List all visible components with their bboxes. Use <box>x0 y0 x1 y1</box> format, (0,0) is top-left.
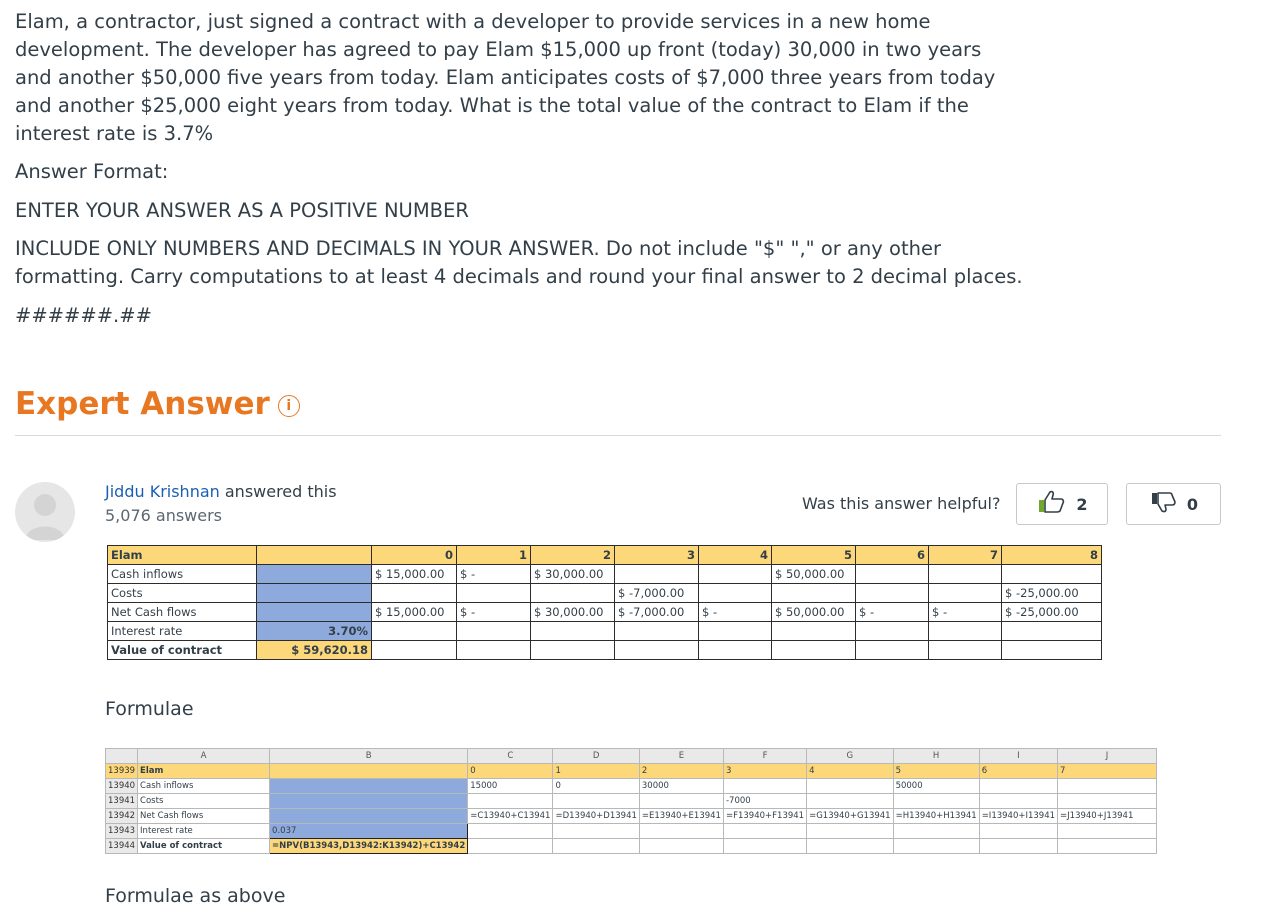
table-cell: 5 <box>772 546 856 565</box>
row-number: 13943 <box>106 824 138 839</box>
table-row <box>106 764 1157 779</box>
table-cell: 50000 <box>893 779 979 794</box>
table-cell: $ - <box>457 603 531 622</box>
table-cell: 2 <box>531 546 615 565</box>
table-row <box>108 584 1102 603</box>
table-cell <box>1058 824 1157 839</box>
table-cell: $ 50,000.00 <box>772 565 856 584</box>
table-cell <box>929 584 1002 603</box>
author-line <box>105 482 337 502</box>
table-row <box>106 824 1157 839</box>
downvote-count: 0 <box>1186 494 1199 514</box>
table-cell <box>372 641 457 660</box>
table-cell <box>699 641 772 660</box>
divider <box>15 435 1221 436</box>
table-cell <box>699 622 772 641</box>
table-cell <box>468 839 553 854</box>
table-cell <box>257 584 372 603</box>
table-cell: $ 59,620.18 <box>257 641 372 660</box>
table-cell: 15000 <box>468 779 553 794</box>
table-cell <box>615 641 699 660</box>
answer-format-label: Answer Format: <box>15 160 169 183</box>
user-avatar-icon <box>15 482 75 542</box>
row-number: 13939 <box>106 764 138 779</box>
question-line-4: and another $25,000 eight years from today. What is the total value of the contract to Elam if the <box>15 94 969 117</box>
table-cell: Cash inflows <box>138 779 270 794</box>
table-cell: =NPV(B13943,D13942:K13942)+C13942 <box>270 839 468 854</box>
table-cell: Interest rate <box>138 824 270 839</box>
table-cell <box>979 779 1057 794</box>
table-cell <box>553 794 639 809</box>
table-cell: =I13940+I13941 <box>979 809 1057 824</box>
table-cell <box>856 565 929 584</box>
table-cell <box>457 622 531 641</box>
table-cell: 3 <box>723 764 806 779</box>
table-cell: $ -7,000.00 <box>615 584 699 603</box>
column-header: H <box>893 749 979 764</box>
table-cell: Elam <box>138 764 270 779</box>
upvote-button[interactable] <box>1016 483 1108 525</box>
table-cell <box>856 584 929 603</box>
expert-answer-heading <box>15 384 300 424</box>
table-cell: $ - <box>457 565 531 584</box>
table-cell: Costs <box>108 584 257 603</box>
table-row <box>106 809 1157 824</box>
table-cell <box>457 641 531 660</box>
table-cell <box>531 584 615 603</box>
row-number: 13940 <box>106 779 138 794</box>
question-line-3: and another $50,000 five years from today. Elam anticipates costs of $7,000 three years from today <box>15 66 996 89</box>
table-cell <box>1002 622 1102 641</box>
cashflow-table <box>107 545 1102 660</box>
table-cell <box>1058 794 1157 809</box>
table-cell <box>615 565 699 584</box>
instruction-format-2: formatting. Carry computations to at least 4 decimals and round your final answer to 2 decimal places. <box>15 265 1023 288</box>
question-line-1: Elam, a contractor, just signed a contract with a developer to provide services in a new home <box>15 10 931 33</box>
row-number: 13944 <box>106 839 138 854</box>
table-cell: -7000 <box>723 794 806 809</box>
table-cell <box>807 794 894 809</box>
table-cell: =C13940+C13941 <box>468 809 553 824</box>
table-cell <box>553 824 639 839</box>
table-row <box>108 565 1102 584</box>
table-cell: Value of contract <box>138 839 270 854</box>
info-icon[interactable]: i <box>278 395 300 417</box>
table-cell <box>468 794 553 809</box>
formula-table <box>105 748 1157 854</box>
thumbs-down-icon <box>1149 491 1177 517</box>
instruction-format-1: INCLUDE ONLY NUMBERS AND DECIMALS IN YOUR ANSWER. Do not include "$" "," or any other <box>15 237 941 260</box>
table-cell: 4 <box>699 546 772 565</box>
table-cell: $ -25,000.00 <box>1002 603 1102 622</box>
column-header: F <box>723 749 806 764</box>
table-row <box>108 622 1102 641</box>
column-header: B <box>270 749 468 764</box>
table-cell <box>856 641 929 660</box>
table-cell: 3 <box>615 546 699 565</box>
column-header: J <box>1058 749 1157 764</box>
table-cell <box>929 622 1002 641</box>
thumbs-up-icon <box>1036 490 1066 518</box>
table-cell: $ 50,000.00 <box>772 603 856 622</box>
table-cell: Elam <box>108 546 257 565</box>
table-cell: 4 <box>807 764 894 779</box>
table-cell <box>772 584 856 603</box>
table-cell: Net Cash flows <box>138 809 270 824</box>
table-cell <box>1058 839 1157 854</box>
table-cell <box>807 824 894 839</box>
table-cell <box>772 622 856 641</box>
table-cell <box>372 622 457 641</box>
table-cell: $ -7,000.00 <box>615 603 699 622</box>
table-cell <box>979 824 1057 839</box>
table-cell <box>270 764 468 779</box>
column-header: D <box>553 749 639 764</box>
table-cell <box>699 584 772 603</box>
table-cell <box>893 794 979 809</box>
table-cell: Cash inflows <box>108 565 257 584</box>
table-cell <box>531 622 615 641</box>
table-cell: Interest rate <box>108 622 257 641</box>
table-cell <box>1058 779 1157 794</box>
table-cell: 0.037 <box>270 824 468 839</box>
author-link[interactable]: Jiddu Krishnan <box>105 482 220 501</box>
table-cell <box>372 584 457 603</box>
table-cell: 8 <box>1002 546 1102 565</box>
table-cell <box>639 824 723 839</box>
table-row <box>106 794 1157 809</box>
answered-text: answered this <box>219 482 337 501</box>
table-cell: $ -25,000.00 <box>1002 584 1102 603</box>
table-cell <box>979 794 1057 809</box>
question-line-2: development. The developer has agreed to pay Elam $15,000 up front (today) 30,000 in two years <box>15 38 982 61</box>
answer-count: 5,076 answers <box>105 506 223 525</box>
question-line-5: interest rate is 3.7% <box>15 122 214 145</box>
footer-note: Formulae as above <box>105 885 286 907</box>
table-row <box>108 546 1102 565</box>
table-cell: 1 <box>457 546 531 565</box>
answer-pattern: ######.## <box>15 304 152 327</box>
table-cell <box>1002 565 1102 584</box>
column-header <box>106 749 138 764</box>
table-cell <box>893 839 979 854</box>
upvote-count: 2 <box>1076 494 1088 514</box>
table-cell <box>807 779 894 794</box>
table-cell <box>553 839 639 854</box>
table-cell: 6 <box>856 546 929 565</box>
table-cell: =H13940+H13941 <box>893 809 979 824</box>
table-cell: $ - <box>699 603 772 622</box>
table-cell: $ 15,000.00 <box>372 565 457 584</box>
table-cell: $ - <box>856 603 929 622</box>
table-cell <box>270 779 468 794</box>
table-cell: $ - <box>929 603 1002 622</box>
table-cell: 3.70% <box>257 622 372 641</box>
column-header-row <box>106 749 1157 764</box>
table-cell <box>699 565 772 584</box>
column-header: A <box>138 749 270 764</box>
table-cell: =F13940+F13941 <box>723 809 806 824</box>
expert-answer-title: Expert Answer <box>15 386 270 422</box>
instruction-positive: ENTER YOUR ANSWER AS A POSITIVE NUMBER <box>15 199 469 222</box>
row-number: 13941 <box>106 794 138 809</box>
table-cell <box>257 546 372 565</box>
table-cell: =J13940+J13941 <box>1058 809 1157 824</box>
table-cell <box>257 565 372 584</box>
table-cell: =E13940+E13941 <box>639 809 723 824</box>
table-cell: $ 30,000.00 <box>531 565 615 584</box>
table-cell: 1 <box>553 764 639 779</box>
table-cell <box>807 839 894 854</box>
table-cell <box>615 622 699 641</box>
table-cell: Value of contract <box>108 641 257 660</box>
table-cell: $ 30,000.00 <box>531 603 615 622</box>
column-header: I <box>979 749 1057 764</box>
table-cell: 6 <box>979 764 1057 779</box>
table-cell: =D13940+D13941 <box>553 809 639 824</box>
table-cell: 7 <box>1058 764 1157 779</box>
table-cell <box>257 603 372 622</box>
table-cell <box>929 641 1002 660</box>
column-header: G <box>807 749 894 764</box>
table-cell <box>723 824 806 839</box>
table-cell: 30000 <box>639 779 723 794</box>
table-cell: $ 15,000.00 <box>372 603 457 622</box>
table-cell <box>531 641 615 660</box>
column-header: C <box>468 749 553 764</box>
table-cell <box>468 824 553 839</box>
row-number: 13942 <box>106 809 138 824</box>
downvote-button[interactable] <box>1126 483 1221 525</box>
table-cell <box>1002 641 1102 660</box>
table-cell: 7 <box>929 546 1002 565</box>
table-cell: 0 <box>372 546 457 565</box>
table-cell <box>893 824 979 839</box>
table-cell: Costs <box>138 794 270 809</box>
table-cell <box>772 641 856 660</box>
table-cell: Net Cash flows <box>108 603 257 622</box>
table-cell <box>856 622 929 641</box>
table-row <box>108 603 1102 622</box>
formulae-heading: Formulae <box>105 698 194 720</box>
table-cell <box>457 584 531 603</box>
table-cell: =G13940+G13941 <box>807 809 894 824</box>
table-cell: 5 <box>893 764 979 779</box>
table-cell: 0 <box>553 779 639 794</box>
table-cell <box>270 794 468 809</box>
table-cell <box>639 839 723 854</box>
table-cell <box>979 839 1057 854</box>
table-cell <box>929 565 1002 584</box>
table-cell <box>723 779 806 794</box>
table-cell: 0 <box>468 764 553 779</box>
table-row <box>106 779 1157 794</box>
table-cell <box>639 794 723 809</box>
table-cell <box>723 839 806 854</box>
table-cell <box>270 809 468 824</box>
table-row <box>108 641 1102 660</box>
column-header: E <box>639 749 723 764</box>
table-cell: 2 <box>639 764 723 779</box>
table-row <box>106 839 1157 854</box>
helpful-question: Was this answer helpful? <box>802 494 1001 513</box>
